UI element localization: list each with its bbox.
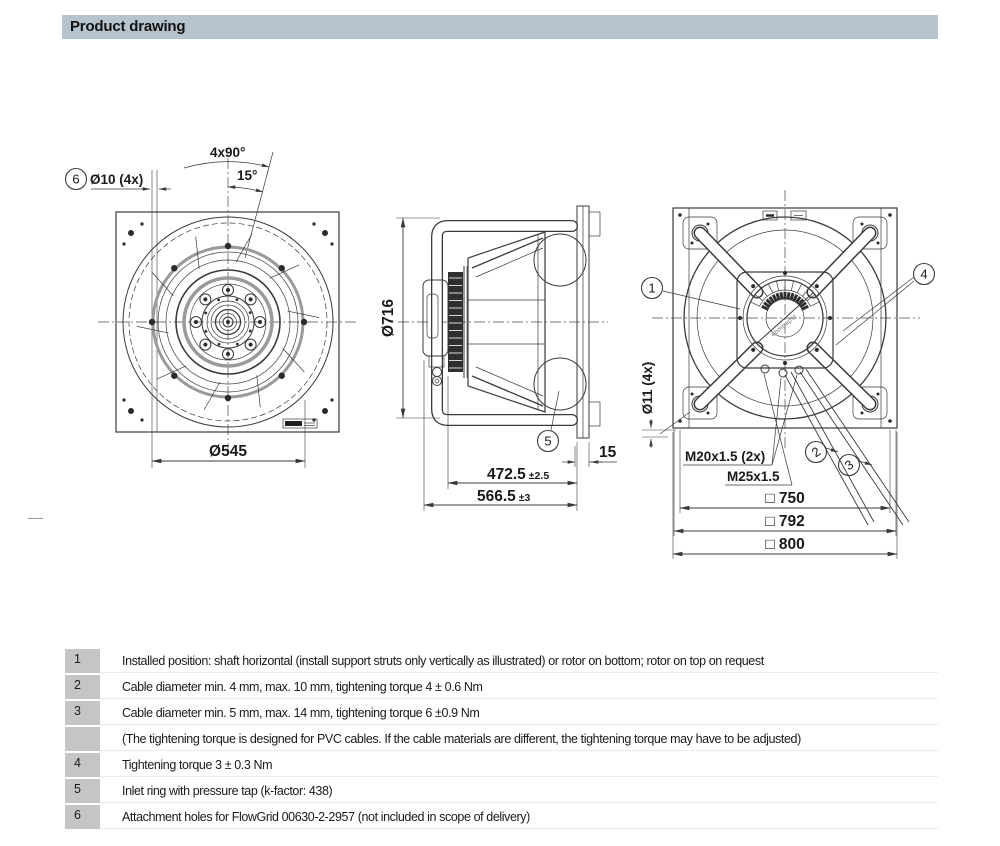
note-text: Cable diameter min. 5 mm, max. 14 mm, tightening torque 6 ±0.9 Nm [100,701,938,725]
gland-labels [683,374,797,485]
callout-2: 2 [808,443,824,461]
notes-table [65,649,938,831]
motor-fins [448,272,463,372]
table-row [65,805,938,829]
side-view [380,206,617,511]
dim-depth-2 [424,360,577,511]
dim-label-800: □ 800 [765,536,805,553]
hole-dim-d11 [640,362,690,448]
dim-label-5665: 566.5 ±3 [477,488,531,505]
angle-label-4x90: 4x90° [210,145,246,160]
dim-label-15: 15 [599,444,617,461]
section-title: Product drawing [70,18,186,35]
callout-1: 1 [648,280,656,296]
dim-label-d545: Ø545 [209,443,247,460]
note-text: Attachment holes for FlowGrid 00630-2-2957 (not included in scope of delivery) [100,805,938,829]
gland-label-m25: M25x1.5 [727,469,780,484]
dim-plate-thickness [562,442,617,467]
rear-view [640,190,935,559]
dim-bolt-circle [152,400,305,468]
hole-label-d11: Ø11 (4x) [640,361,655,415]
note-text: Installed position: shaft horizontal (install support struts only vertically as illustrated) or rotor on bottom; rotor on top on request [100,649,938,673]
callout-2-group [806,442,839,463]
hole-label-d10: Ø10 (4x) [90,172,144,187]
callout-6: 6 [72,171,80,187]
note-text: Tightening torque 3 ± 0.3 Nm [100,753,938,777]
hole-callout-6 [66,169,172,190]
note-number: 2 [65,675,100,699]
callout-3-group [839,455,873,476]
note-number [65,727,100,751]
table-row [65,779,938,803]
inlet-ring-top [534,234,586,286]
angle-dimensions [184,145,269,192]
table-row [65,753,938,777]
cable-gland-m20-b [795,366,803,374]
dim-label-792: □ 792 [765,513,805,530]
dim-label-750: □ 750 [765,490,805,507]
note-text: Cable diameter min. 4 mm, max. 10 mm, tightening torque 4 ± 0.6 Nm [100,675,938,699]
cable-gland-m25 [761,365,769,373]
table-row [65,701,938,725]
callout-4: 4 [920,266,928,282]
note-number: 4 [65,753,100,777]
front-view [66,145,359,468]
note-number: 1 [65,649,100,673]
inlet-ring-bottom [534,358,586,410]
nameplate [283,419,317,428]
table-row [65,649,938,673]
note-number: 5 [65,779,100,803]
note-number: 6 [65,805,100,829]
table-row [65,675,938,699]
note-number: 3 [65,701,100,725]
motor-brand-text: ebmpapst [769,313,799,339]
callout-3: 3 [841,456,857,474]
table-row [65,727,938,751]
callout-5: 5 [544,433,552,449]
dim-label-4725: 472.5 ±2.5 [487,466,550,483]
motor-side [423,266,467,386]
note-text: Inlet ring with pressure tap (k-factor: 438) [100,779,938,803]
dim-label-d716: Ø716 [380,299,397,337]
gland-label-m20: M20x1.5 (2x) [685,449,766,464]
angle-label-15: 15° [237,168,258,183]
note-text: (The tightening torque is designed for PVC cables. If the cable materials are different, the tightening torque may have to be adjusted) [100,727,938,751]
